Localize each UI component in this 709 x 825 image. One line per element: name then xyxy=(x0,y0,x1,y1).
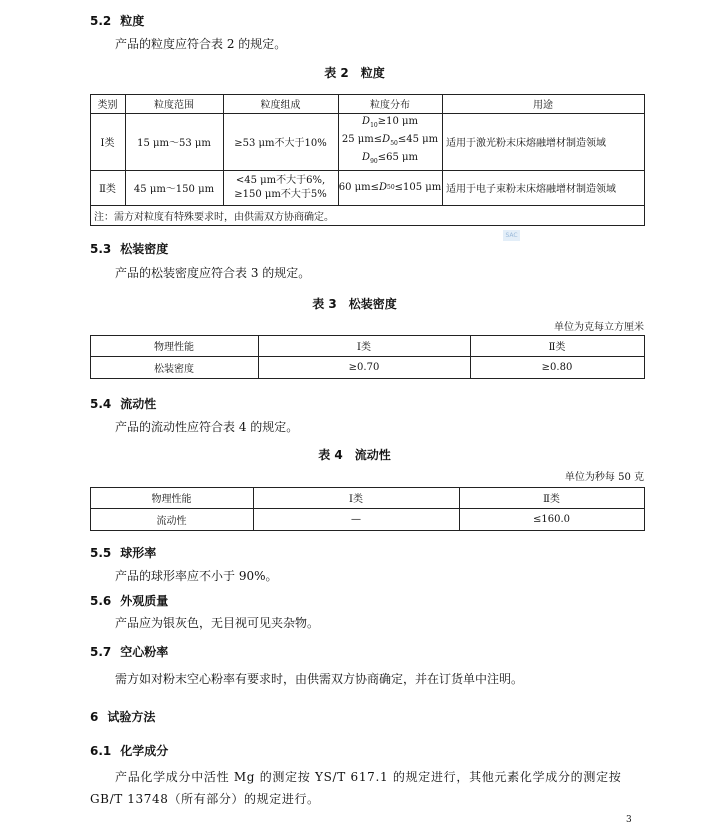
section-text-6-1-line2: GB/T 13748（所有部分）的规定进行。 xyxy=(90,792,320,806)
section-text-5-5: 产品的球形率应不小于 90%。 xyxy=(115,569,278,583)
table2-row2-composition: <45 μm不大于6%, ≥150 μm不大于5% xyxy=(234,174,327,200)
table2-header-distribution: 粒度分布 xyxy=(370,100,410,111)
table2-row1-distribution: $D_{10}\ge 10$ μm 25 $\mu m\le D_{50}\le 45$ μm $D_{90}\le 65$ μm xyxy=(341,115,439,165)
table4-header-class1: Ⅰ类 xyxy=(349,494,363,505)
section-text-5-4: 产品的流动性应符合表 4 的规定。 xyxy=(115,420,299,434)
section-heading-5-6: 5.6 外观质量 xyxy=(90,594,169,608)
section-text-5-3: 产品的松装密度应符合表 3 的规定。 xyxy=(115,266,311,280)
section-text-5-7: 需方如对粉末空心粉率有要求时，由供需双方协商确定，并在订货单中注明。 xyxy=(115,672,524,686)
table2-header-range: 粒度范围 xyxy=(154,100,194,111)
table4-cell-class2: ≤160.0 xyxy=(532,513,570,525)
table2-header-composition: 粒度组成 xyxy=(260,100,301,111)
table2-row1-range: 15 μm～53 μm xyxy=(137,138,211,149)
table4-unit: 单位为秒每 50 克 xyxy=(564,472,644,483)
table2-header-category: 类别 xyxy=(97,100,118,111)
table2-row2-category: Ⅱ类 xyxy=(99,184,116,195)
section-heading-5-3: 5.3 松装密度 xyxy=(90,242,169,256)
table2-row2-range: 45 μm～150 μm xyxy=(133,184,215,195)
table3-cell-property: 松装密度 xyxy=(154,363,194,375)
table4-cell-property: 流动性 xyxy=(156,515,187,527)
table2-row1-composition: ≥53 μm不大于10% xyxy=(234,138,327,149)
section-text-5-6: 产品应为银灰色，无目视可见夹杂物。 xyxy=(115,616,320,630)
table3-cell-class1: ≥0.70 xyxy=(348,361,380,373)
table4-header-class2: Ⅱ类 xyxy=(543,494,560,505)
table3-cell-class2: ≥0.80 xyxy=(541,361,573,373)
table2-header-use: 用途 xyxy=(533,100,553,111)
section-heading-5-5: 5.5 球形率 xyxy=(90,546,157,560)
table4-caption: 表 4 流动性 xyxy=(318,448,391,462)
table2-note: 注：需方对粒度有特殊要求时，由供需双方协商确定。 xyxy=(94,211,334,223)
table4-cell-class1: — xyxy=(351,513,361,525)
section-text-6-1-line1: 产品化学成分中活性 Mg 的测定按 YS/T 617.1 的规定进行，其他元素化学成分的测定按 xyxy=(115,770,622,784)
section-text-5-2: 产品的粒度应符合表 2 的规定。 xyxy=(115,37,287,51)
table4-header-property: 物理性能 xyxy=(151,494,192,505)
section-heading-6: 6 试验方法 xyxy=(90,710,156,724)
table2-row2-use: 适用于电子束粉末床熔融增材制造领域 xyxy=(446,184,616,195)
table3-header-class2: Ⅱ类 xyxy=(548,342,566,353)
table3-header-property: 物理性能 xyxy=(154,342,194,353)
page-number: 3 xyxy=(626,815,632,825)
section-heading-6-1: 6.1 化学成分 xyxy=(90,744,169,758)
table2-caption: 表 2 粒度 xyxy=(324,66,385,80)
table3-unit: 单位为克每立方厘米 xyxy=(554,322,644,333)
table2-row1-category: Ⅰ类 xyxy=(100,138,115,149)
watermark: SAC xyxy=(503,230,520,241)
table3-header-class1: Ⅰ类 xyxy=(357,342,371,353)
table3-caption: 表 3 松装密度 xyxy=(312,297,397,311)
table2-row2-distribution: 60 μm≤ D 50 ≤105 μm xyxy=(338,182,442,193)
section-heading-5-7: 5.7 空心粉率 xyxy=(90,645,169,659)
section-heading-5-4: 5.4 流动性 xyxy=(90,397,157,411)
table2-row1-use: 适用于激光粉末床熔融增材制造领域 xyxy=(446,138,606,149)
section-heading-5-2: 5.2 粒度 xyxy=(90,14,145,28)
